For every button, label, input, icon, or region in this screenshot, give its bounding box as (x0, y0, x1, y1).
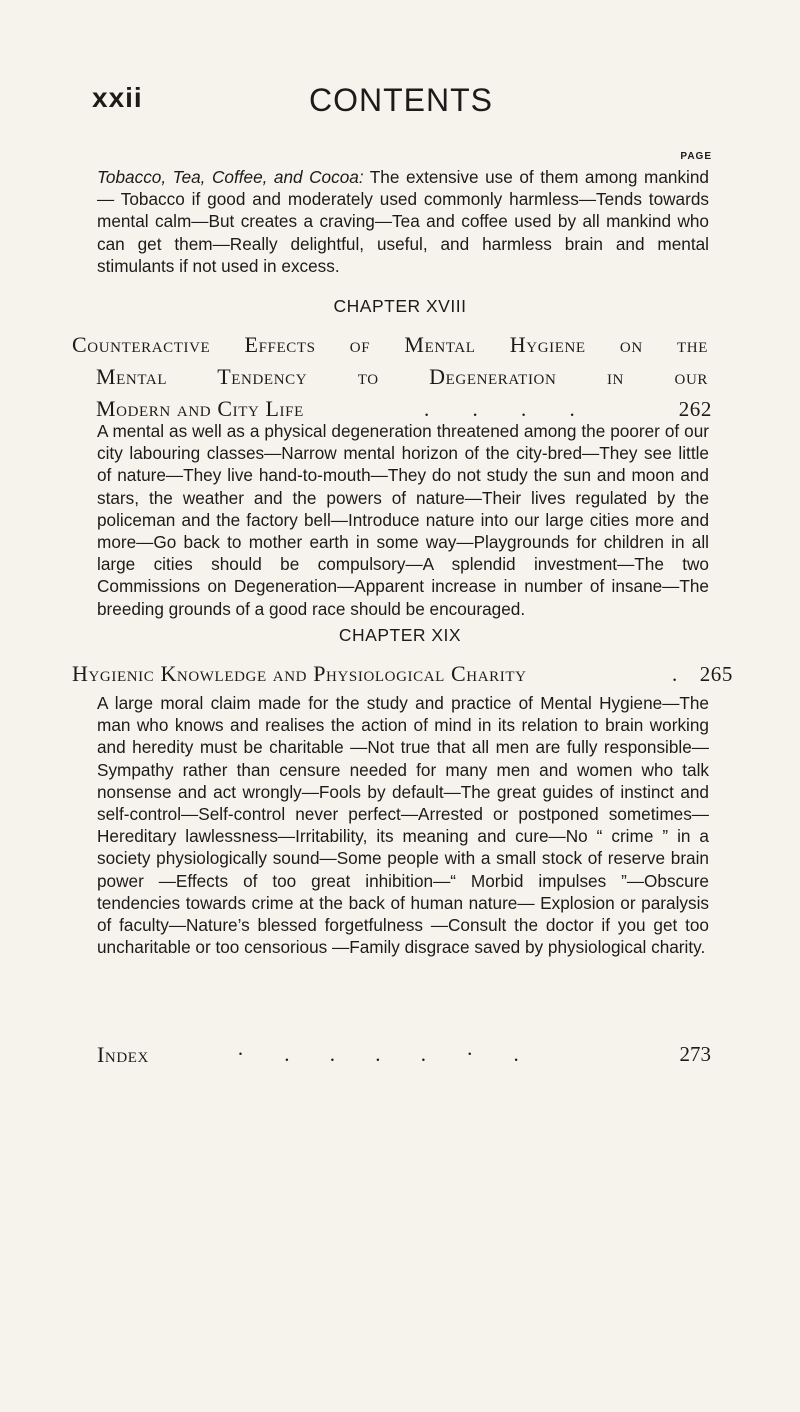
running-head (92, 82, 710, 122)
chapter-18-leader-dots: . . . . (424, 397, 575, 421)
chapter-18-summary: A mental as well as a physical degeneration threatened among the poorer of our city labouring classes—Narrow mental horizon of the city-bred—They see little of nature—They live hand-to-mouth—They do not study the sun and moon and stars, the weather and the powers of nature—Their lives regulated by the policeman and the factory bell—Introduce nature into our large cities more and more—Go back to mother earth in some way—Playgrounds for children in all large cities should be compulsory—A splendid investment—The two Commissions on Degeneration—Apparent increase in number of insane—The breeding grounds of a good race should be encouraged. (97, 421, 709, 619)
page-folio: xxii (92, 82, 143, 113)
index-leader-dots: · . . . . · . (237, 1042, 519, 1066)
chapter-18-title-line-1: Counteractive Effects of Mental Hygiene on the (72, 332, 708, 357)
chapter-18-title[interactable] (72, 329, 712, 425)
chapter-19-title-line (72, 658, 733, 690)
chapter-19-page-number: 265 (699, 662, 733, 686)
chapter-18-title-line-2: Mental Tendency to Degeneration in our (96, 364, 708, 389)
summary-italic-heading: Tobacco, Tea, Coffee, and Cocoa: (97, 167, 364, 187)
chapter-19-title[interactable] (72, 658, 733, 690)
chapter-18-title-text: Modern and City Life (96, 396, 304, 421)
chapter-17-summary (97, 166, 709, 277)
chapter-19-title-text: Hygienic Knowledge and Physiological Charity (72, 661, 527, 686)
chapter-19-summary: A large moral claim made for the study and practice of Mental Hygiene—The man who knows and realises the action of mind in its relation to brain working and heredity must be charitable —Not true that all men are fully responsible—Sympathy rather than censure needed for many men and women who talk nonsense and act wrongly—Fools by default—The great guides of instinct and self-control—Self-control never perfect—Arrested or postponed sometimes—Hereditary lawlessness—Irritability, its meaning and cure—No “ crime ” in a society physiologically sound—Some people with a small stock of reserve brain power —Effects of too great inhibition—“ Morbid impulses ”—Obscure tendencies towards crime at the back of human nature— Explosion or paralysis of faculty—Nature’s blessed forgetfulness —Consult the doctor if you get too uncharitable or too censorious —Family disgrace saved by physiological charity. (97, 693, 709, 958)
chapter-18-number: CHAPTER XVIII (333, 296, 467, 316)
page-title: CONTENTS (309, 82, 493, 118)
index-page-number: 273 (679, 1042, 711, 1066)
index-entry[interactable] (97, 1042, 709, 1074)
summary-text: The extensive use of them among mankind — Tobacco if good and moderately used commonly harmless—Tends towards mental calm—But creates a craving—Tea and coffee used by all mankind who can get them—Really delightful, useful, and harmless brain and mental stimulants if not used in excess. (97, 167, 709, 276)
page-column-label: PAGE (680, 151, 712, 162)
index-label: Index (97, 1042, 149, 1067)
chapter-18-page-number: 262 (678, 397, 712, 421)
chapter-19-number: CHAPTER XIX (338, 625, 462, 645)
chapter-19-leader-dots: . (672, 662, 678, 686)
